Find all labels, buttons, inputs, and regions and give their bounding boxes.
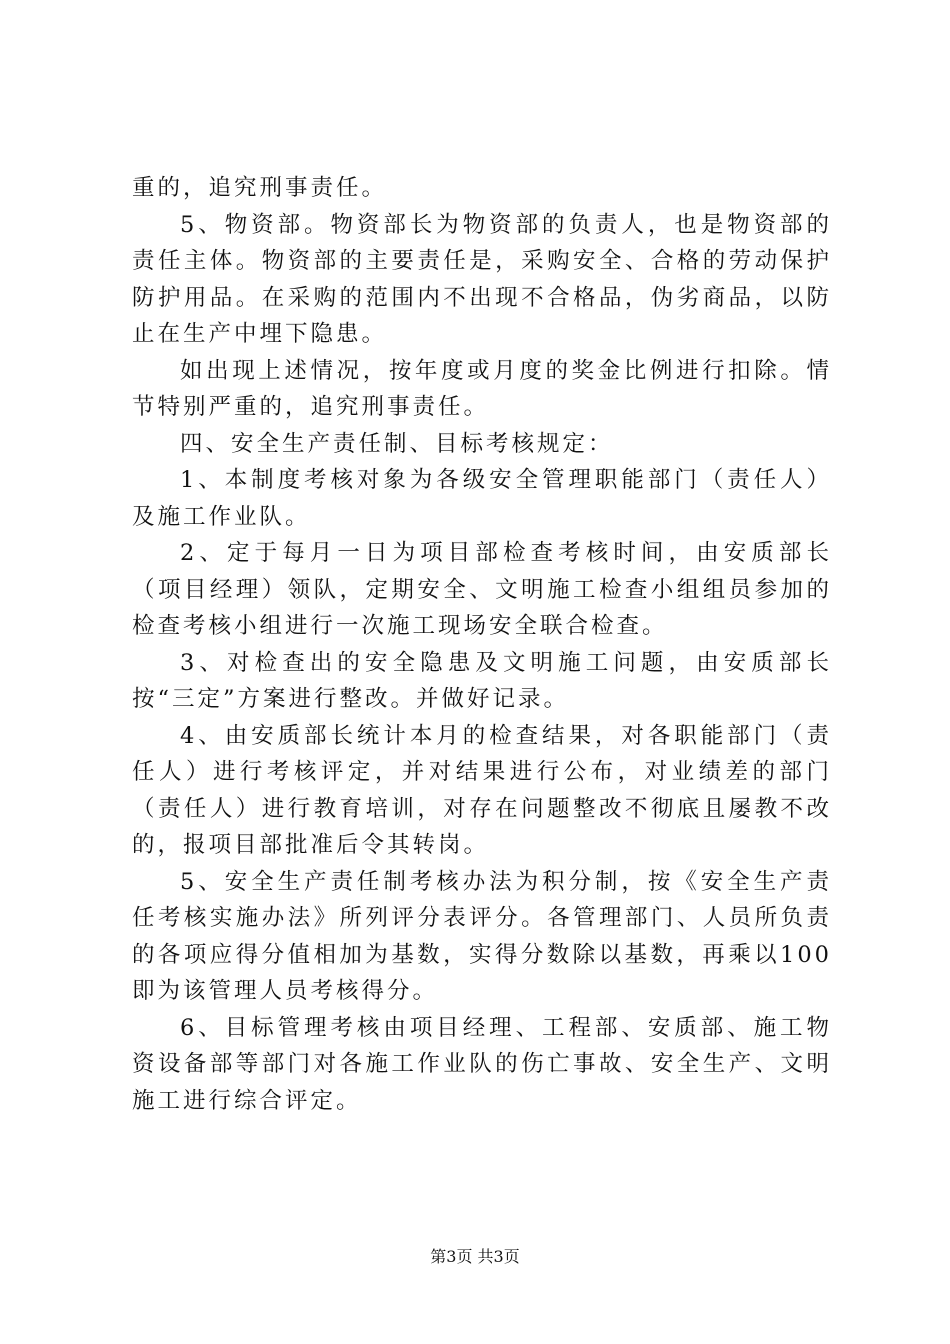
paragraph-item-4: 4、由安质部长统计本月的检查结果，对各职能部门（责任人）进行考核评定，并对结果进行公布，对业绩差的部门（责任人）进行教育培训，对存在问题整改不彻底且屡教不改的，报项目部批准后令其转岗。 bbox=[132, 722, 832, 858]
document-body bbox=[132, 170, 832, 1119]
section-heading-assessment: 四、安全生产责任制、目标考核规定： bbox=[180, 430, 614, 457]
paragraph-item-2: 2、定于每月一日为项目部检查考核时间，由安质部长（项目经理）领队，定期安全、文明施工检查小组组员参加的检查考核小组进行一次施工现场安全联合检查。 bbox=[132, 540, 832, 639]
paragraph-penalty: 如出现上述情况，按年度或月度的奖金比例进行扣除。情节特别严重的，追究刑事责任。 bbox=[132, 357, 832, 420]
paragraph-item-1: 1、本制度考核对象为各级安全管理职能部门（责任人）及施工作业队。 bbox=[132, 467, 832, 530]
page-number-footer: 第3页 共3页 bbox=[430, 1247, 520, 1266]
paragraph-item-6: 6、目标管理考核由项目经理、工程部、安质部、施工物资设备部等部门对各施工作业队的伤亡事故、安全生产、文明施工进行综合评定。 bbox=[132, 1014, 832, 1114]
paragraph-continuation: 重的，追究刑事责任。 bbox=[132, 175, 388, 201]
paragraph-materials-dept: 5、物资部。物资部长为物资部的负责人，也是物资部的责任主体。物资部的主要责任是，采购安全、合格的劳动保护防护用品。在采购的范围内不出现不合格品，伪劣商品，以防止在生产中埋下隐患。 bbox=[132, 211, 832, 347]
paragraph-item-5: 5、安全生产责任制考核办法为积分制，按《安全生产责任考核实施办法》所列评分表评分。各管理部门、人员所负责的各项应得分值相加为基数，实得分数除以基数，再乘以100即为该管理人员考核得分。 bbox=[132, 868, 832, 1004]
paragraph-item-3: 3、对检查出的安全隐患及文明施工问题，由安质部长按“三定”方案进行整改。并做好记录。 bbox=[132, 649, 832, 712]
